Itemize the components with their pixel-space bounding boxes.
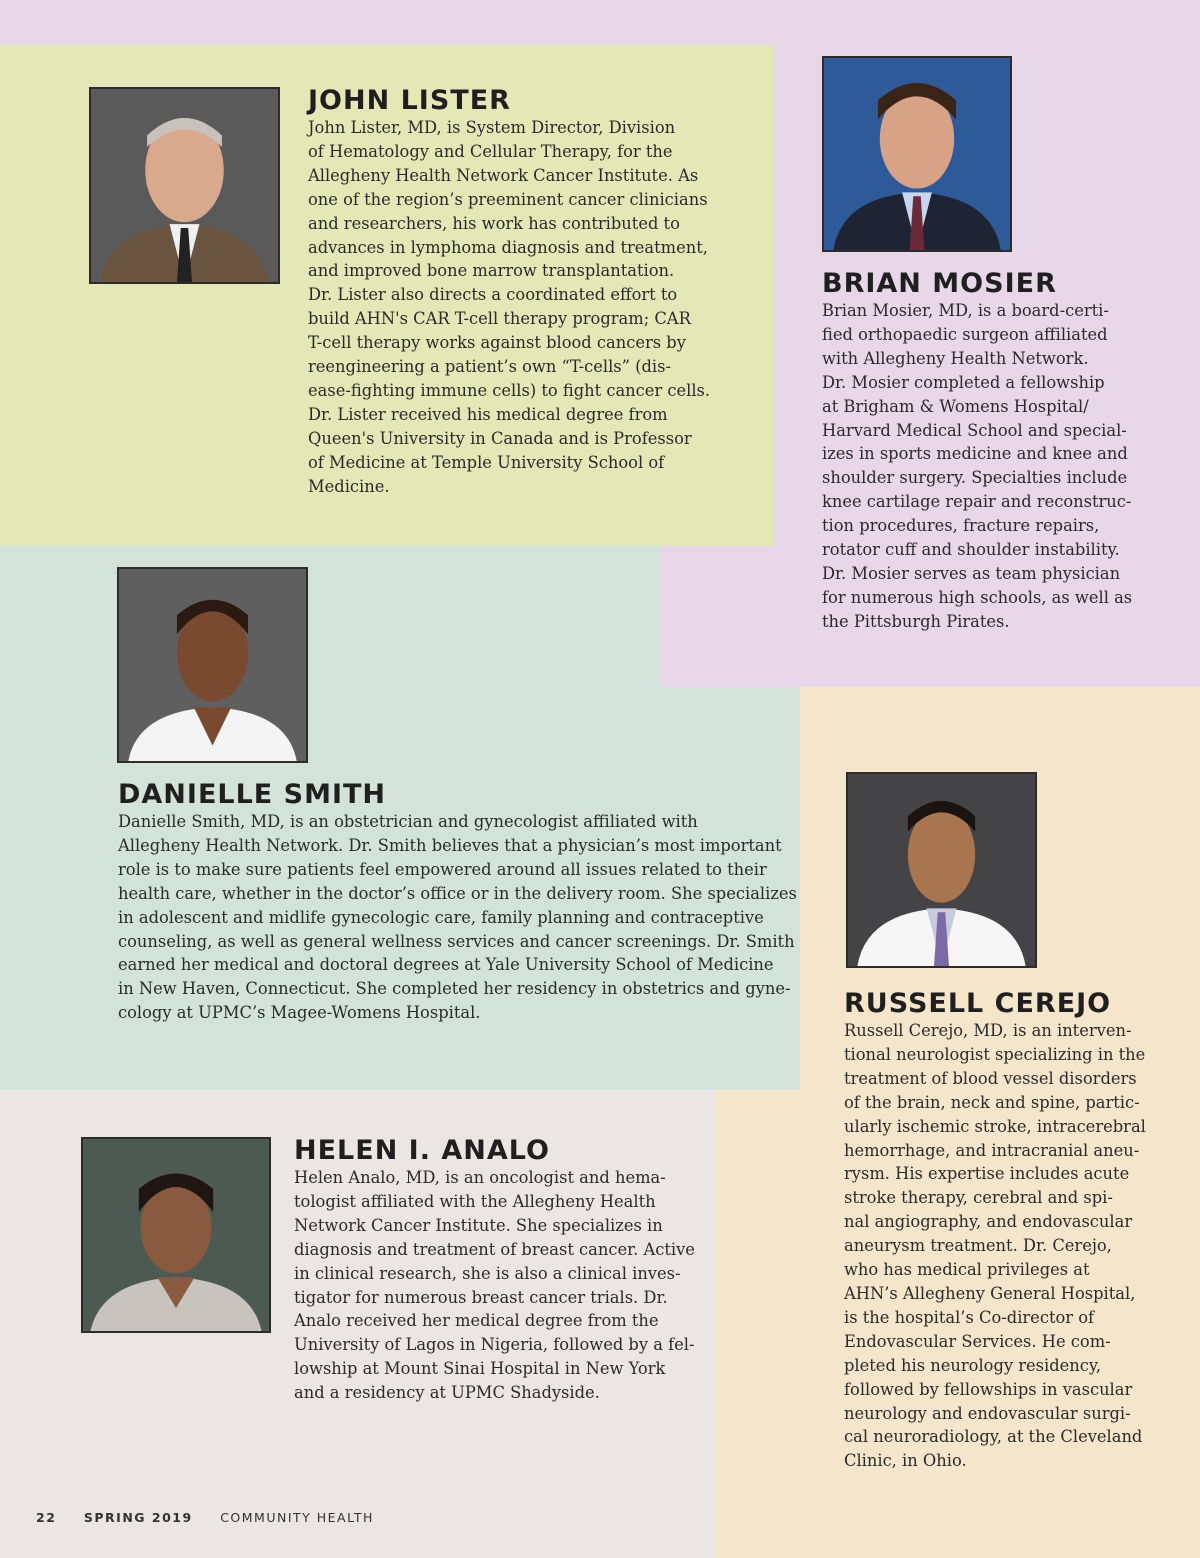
- bio-line: cology at UPMC’s Magee-Womens Hospital.: [118, 1003, 481, 1023]
- john-lister-name: JOHN LISTER: [308, 85, 511, 116]
- bio-line: and researchers, his work has contributed to: [308, 213, 680, 233]
- bio-line: Endovascular Services. He com-: [844, 1331, 1111, 1351]
- brian-mosier-name: BRIAN MOSIER: [822, 268, 1057, 299]
- helen-analo-bio: [294, 1166, 695, 1405]
- peach-panel-lower: [716, 1090, 800, 1558]
- bio-line: at Brigham & Womens Hospital/: [822, 396, 1089, 416]
- bio-line: tional neurologist specializing in the: [844, 1044, 1146, 1064]
- bio-line: diagnosis and treatment of breast cancer. Active: [294, 1239, 695, 1259]
- bio-line: Dr. Lister received his medical degree from: [308, 404, 668, 424]
- bio-line: of the brain, neck and spine, partic-: [844, 1092, 1140, 1112]
- danielle-smith-photo: [117, 567, 308, 763]
- bio-line: ularly ischemic stroke, intracerebral: [844, 1116, 1146, 1136]
- bio-line: for numerous high schools, as well as: [822, 587, 1133, 607]
- danielle-smith-bio: [118, 810, 797, 1025]
- bio-line: advances in lymphoma diagnosis and treatment,: [308, 237, 708, 257]
- brian-mosier-photo: [822, 56, 1012, 252]
- bio-line: cal neuroradiology, at the Cleveland: [844, 1427, 1143, 1447]
- russell-cerejo-name: RUSSELL CEREJO: [844, 988, 1112, 1019]
- bio-line: Danielle Smith, MD, is an obstetrician and gynecologist affiliated with: [118, 812, 698, 831]
- bio-line: University of Lagos in Nigeria, followed by a fel-: [294, 1335, 695, 1355]
- bio-line: and a residency at UPMC Shadyside.: [294, 1383, 600, 1403]
- bio-line: of Hematology and Cellular Therapy, for the: [308, 141, 673, 161]
- bio-line: is the hospital’s Co-director of: [844, 1307, 1095, 1327]
- bio-line: ease-fighting immune cells) to fight cancer cells.: [308, 380, 711, 400]
- bio-line: reengineering a patient’s own “T-cells” (dis-: [308, 357, 671, 377]
- russell-cerejo-bio: [844, 1019, 1146, 1473]
- bio-line: tion procedures, fracture repairs,: [822, 516, 1100, 536]
- bio-line: and improved bone marrow transplantation.: [308, 261, 675, 281]
- page-number: 22: [36, 1510, 57, 1525]
- john-lister-bio: [308, 116, 710, 499]
- bio-line: counseling, as well as general wellness services and cancer screenings. Dr. Smith: [118, 931, 795, 951]
- bio-line: role is to make sure patients feel empowered around all issues related to their: [118, 859, 767, 879]
- bio-line: AHN’s Allegheny General Hospital,: [844, 1283, 1136, 1303]
- bio-line: pleted his neurology residency,: [844, 1355, 1102, 1375]
- bio-line: izes in sports medicine and knee and: [822, 444, 1128, 464]
- john-lister-photo: [89, 87, 280, 284]
- bio-line: in clinical research, she is also a clinical inves-: [294, 1263, 681, 1283]
- bio-line: nal angiography, and endovascular: [844, 1212, 1133, 1232]
- issue-label: SPRING 2019: [83, 1510, 193, 1525]
- bio-line: Dr. Lister also directs a coordinated effort to: [308, 285, 678, 305]
- bio-line: tologist affiliated with the Allegheny Health: [294, 1191, 656, 1211]
- bio-line: in adolescent and midlife gynecologic care, family planning and contraceptive: [118, 907, 764, 927]
- bio-line: earned her medical and doctoral degrees at Yale University School of Medicine: [118, 955, 774, 975]
- bio-line: who has medical privileges at: [844, 1260, 1090, 1280]
- bio-line: Analo received her medical degree from the: [294, 1311, 659, 1331]
- bio-line: build AHN's CAR T-cell therapy program; CAR: [308, 309, 691, 329]
- russell-cerejo-photo: [846, 772, 1037, 968]
- bio-line: Russell Cerejo, MD, is an interven-: [844, 1021, 1132, 1040]
- bio-line: fied orthopaedic surgeon affiliated: [822, 324, 1108, 344]
- bio-line: shoulder surgery. Specialties include: [822, 468, 1128, 488]
- bio-line: rotator cuff and shoulder instability.: [822, 540, 1120, 560]
- bio-line: the Pittsburgh Pirates.: [822, 611, 1010, 631]
- publication-title: COMMUNITY HEALTH: [220, 1510, 374, 1525]
- bio-line: Medicine.: [308, 476, 390, 496]
- bio-line: John Lister, MD, is System Director, Division: [308, 118, 676, 137]
- bio-line: neurology and endovascular surgi-: [844, 1403, 1131, 1423]
- bio-line: Dr. Mosier serves as team physician: [822, 563, 1121, 583]
- bio-line: with Allegheny Health Network.: [822, 348, 1089, 368]
- bio-line: Clinic, in Ohio.: [844, 1451, 967, 1471]
- bio-line: Helen Analo, MD, is an oncologist and hema-: [294, 1168, 666, 1187]
- bio-line: followed by fellowships in vascular: [844, 1379, 1133, 1399]
- bio-line: Harvard Medical School and special-: [822, 420, 1127, 440]
- bio-line: treatment of blood vessel disorders: [844, 1068, 1137, 1088]
- danielle-smith-name: DANIELLE SMITH: [118, 779, 387, 810]
- bio-line: lowship at Mount Sinai Hospital in New York: [294, 1359, 666, 1379]
- bio-line: of Medicine at Temple University School of: [308, 452, 665, 472]
- brian-mosier-bio: [822, 299, 1132, 634]
- bio-line: knee cartilage repair and reconstruc-: [822, 492, 1132, 512]
- bio-line: stroke therapy, cerebral and spi-: [844, 1188, 1113, 1208]
- bio-line: Allegheny Health Network. Dr. Smith believes that a physician’s most important: [118, 835, 782, 855]
- bio-line: Brian Mosier, MD, is a board-certi-: [822, 301, 1109, 320]
- bio-line: one of the region’s preeminent cancer clinicians: [308, 189, 708, 209]
- helen-analo-name: HELEN I. ANALO: [294, 1135, 550, 1166]
- bio-line: health care, whether in the doctor’s office or in the delivery room. She specializes: [118, 883, 797, 903]
- bio-line: T-cell therapy works against blood cancers by: [308, 333, 686, 353]
- bio-line: rysm. His expertise includes acute: [844, 1164, 1130, 1184]
- bio-line: hemorrhage, and intracranial aneu-: [844, 1140, 1140, 1160]
- bio-line: Allegheny Health Network Cancer Institute. As: [308, 165, 699, 185]
- bio-line: aneurysm treatment. Dr. Cerejo,: [844, 1236, 1112, 1256]
- bio-line: Network Cancer Institute. She specializes in: [294, 1215, 663, 1235]
- page-footer: [36, 1510, 396, 1525]
- helen-analo-photo: [81, 1137, 271, 1333]
- bio-line: tigator for numerous breast cancer trials. Dr.: [294, 1287, 668, 1307]
- bio-line: in New Haven, Connecticut. She completed her residency in obstetrics and gyne-: [118, 979, 791, 999]
- bio-line: Queen's University in Canada and is Professor: [308, 428, 692, 448]
- bio-line: Dr. Mosier completed a fellowship: [822, 372, 1105, 392]
